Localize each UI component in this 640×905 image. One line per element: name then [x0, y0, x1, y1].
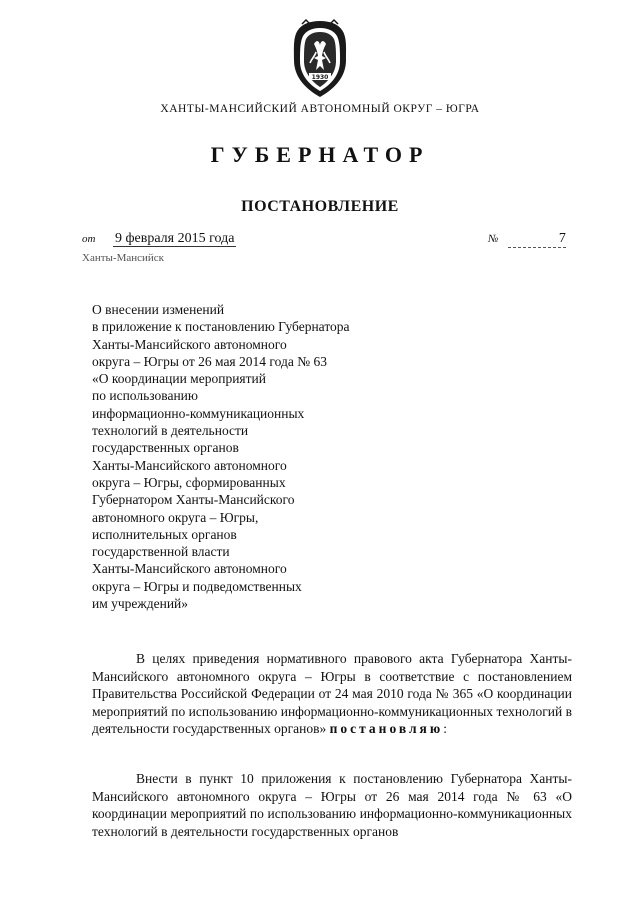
coat-of-arms-emblem — [288, 18, 352, 100]
resolve-word: постановляю — [329, 721, 444, 737]
preamble-text: В целях приведения нормативного правового акта Губернатора Ханты-Мансийского автономного округа – Югры в соответствие с постановлением Правительства Российской Федерации от 24 мая 2010 года № 365 «О координации мероприятий по использованию информационно-коммуникационных технологий в деятельности государственных органов» — [92, 651, 572, 737]
title-line: Ханты-Мансийского автономного — [92, 561, 287, 577]
authority-title: ГУБЕРНАТОР — [210, 142, 430, 167]
title-line: округа – Югры, сформированных — [92, 474, 286, 490]
title-line: по использованию — [92, 388, 198, 404]
region-name: ХАНТЫ-МАНСИЙСКИЙ АВТОНОМНЫЙ ОКРУГ – ЮГРА — [160, 103, 480, 115]
title-line: «О координации мероприятий — [92, 371, 266, 387]
preamble-paragraph — [92, 650, 572, 738]
title-line: Ханты-Мансийского автономного — [92, 336, 287, 352]
document-type: ПОСТАНОВЛЕНИЕ — [241, 198, 399, 215]
document-city: Ханты-Мансийск — [82, 252, 165, 264]
title-line: округа – Югры и подведомственных — [92, 578, 302, 594]
document-number: 7 — [508, 231, 566, 248]
emblem-year: 1930 — [311, 74, 329, 81]
document-date: 9 февраля 2015 года — [114, 231, 235, 246]
date-prefix: от — [82, 233, 96, 245]
resolve-colon: : — [443, 721, 447, 737]
title-line: государственных органов — [92, 440, 239, 456]
number-line — [488, 231, 566, 248]
title-line: автономного округа – Югры, — [92, 509, 259, 525]
title-line: государственной власти — [92, 544, 230, 560]
title-line: в приложение к постановлению Губернатора — [92, 319, 350, 335]
title-line: исполнительных органов — [92, 526, 237, 542]
clause-text: Внести в пункт 10 приложения к постановлению Губернатора Ханты-Мансийского автономного округа – Югры от 26 мая 2014 года № 63 «О координации мероприятий по использованию информационно-коммуникационных технологий в деятельности государственных органов — [92, 771, 572, 839]
title-line: округа – Югры от 26 мая 2014 года № 63 — [92, 353, 327, 369]
title-line: технологий в деятельности — [92, 423, 249, 439]
number-prefix: № — [488, 233, 499, 245]
date-line — [82, 231, 236, 247]
document-title — [92, 301, 350, 612]
title-line: О внесении изменений — [92, 302, 225, 317]
clause-paragraph — [92, 770, 572, 840]
title-line: им учреждений» — [92, 596, 189, 612]
title-line: Ханты-Мансийского автономного — [92, 457, 287, 473]
title-line: информационно-коммуникационных — [92, 405, 305, 421]
title-line: Губернатором Ханты-Мансийского — [92, 492, 295, 508]
